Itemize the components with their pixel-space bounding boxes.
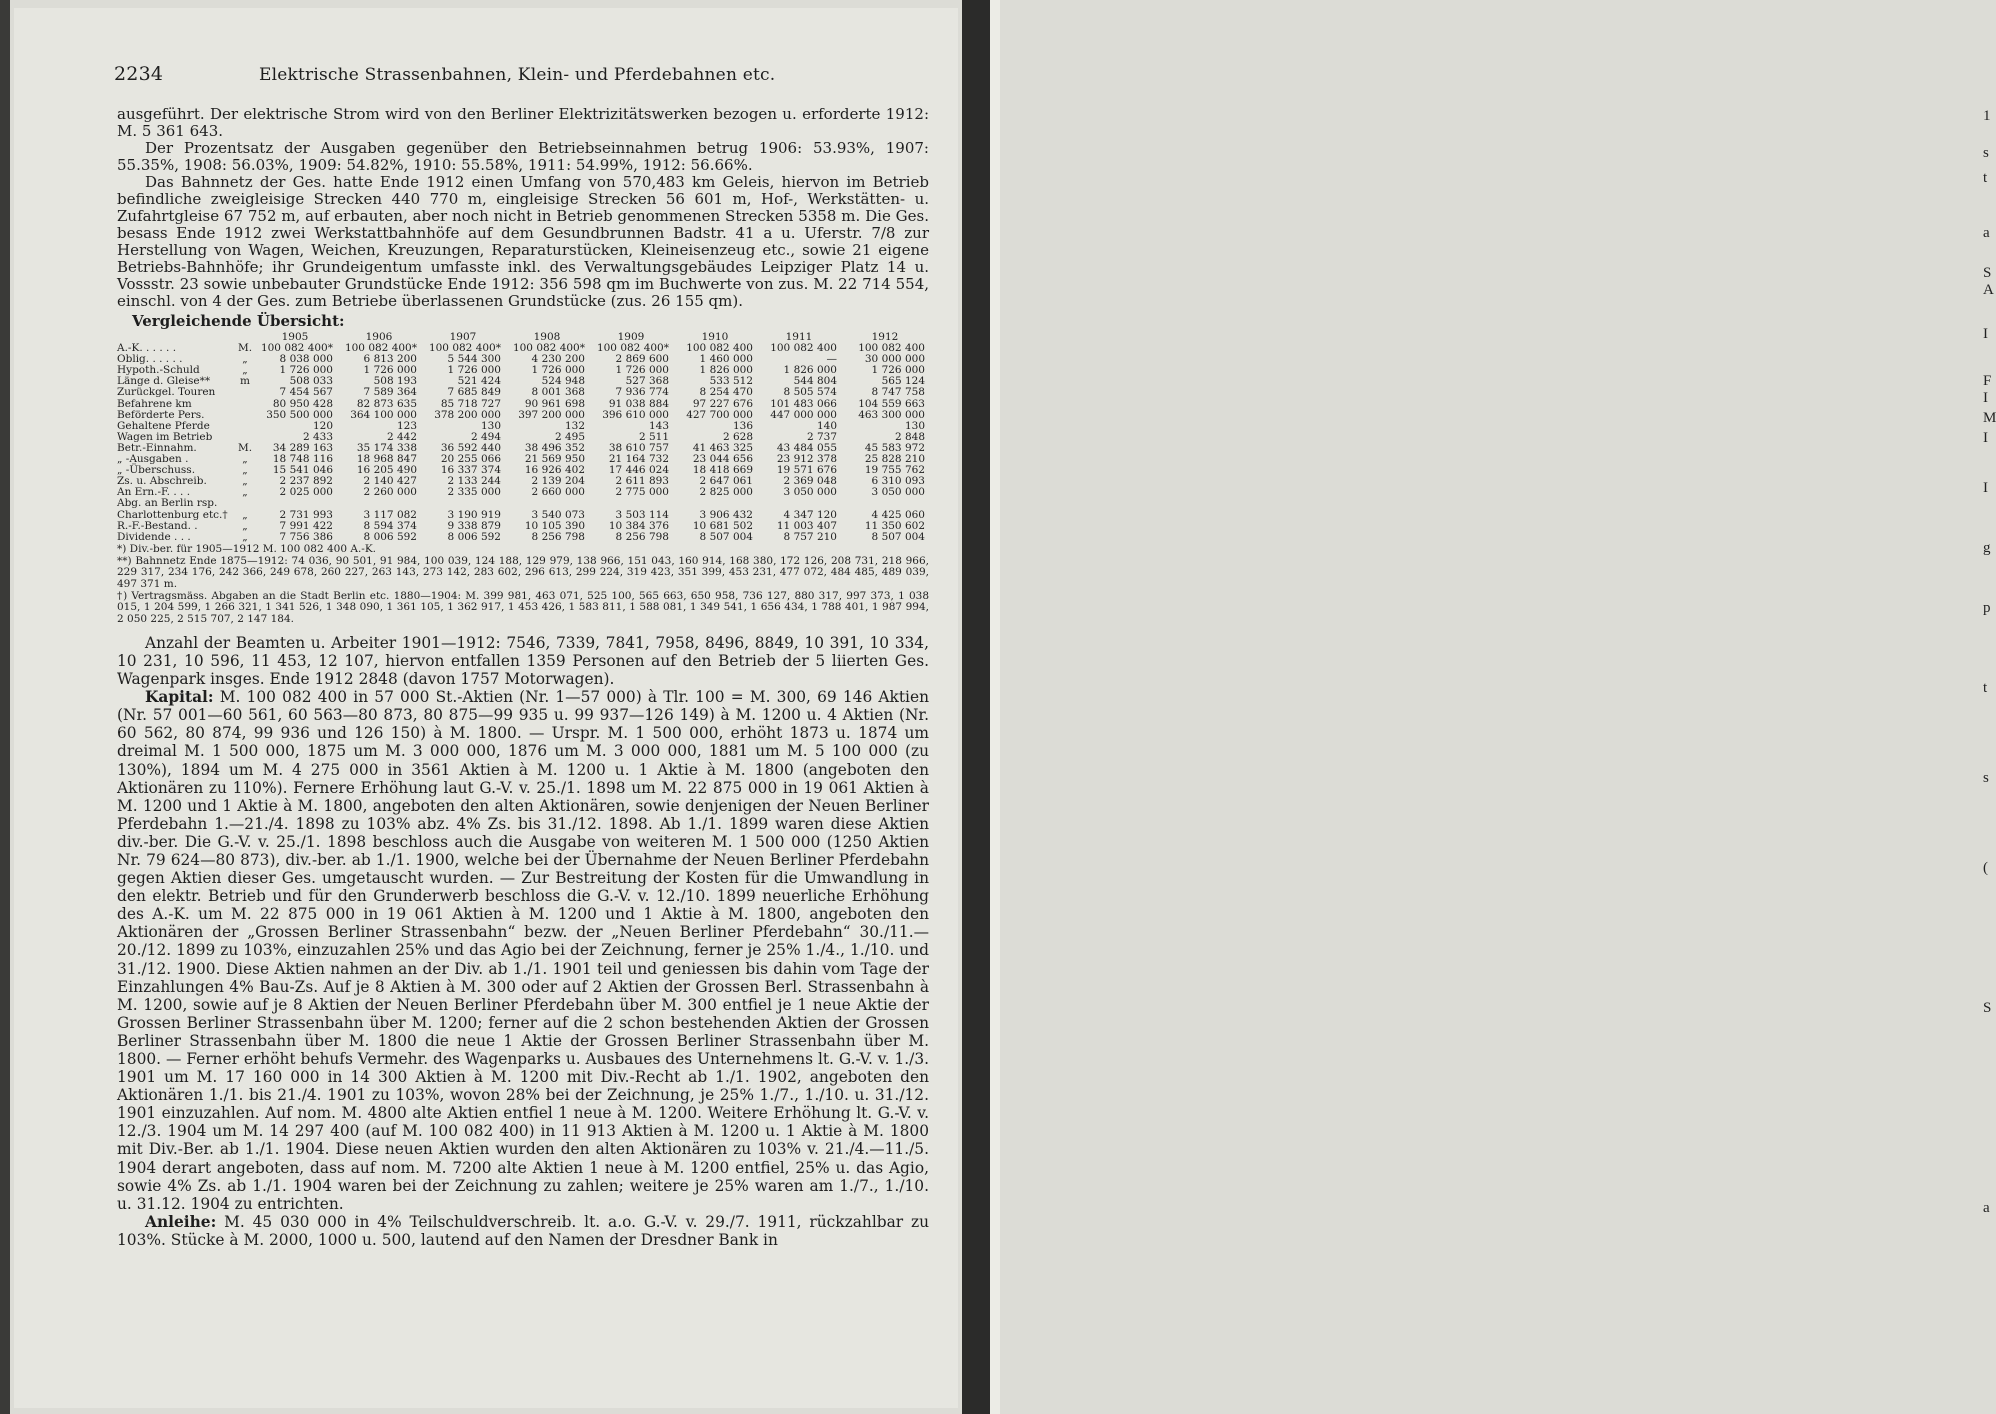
row-label: R.-F.-Bestand. . xyxy=(117,519,198,532)
table-cell xyxy=(589,498,673,509)
intro-paragraph: Der Prozentsatz der Ausgaben gegenüber den Betriebseinnahmen betrug 1906: 53.93%, 1907: 55.35%, 1908: 56.03%, 1909: 54.82%, 1910: 55.58%, 1911: 54.99%, 1912: 56.66%. xyxy=(117,139,929,174)
row-unit: „ xyxy=(242,519,248,532)
table-cell xyxy=(421,498,505,509)
table-cell: 100 082 400 xyxy=(686,342,753,355)
table-cell: 123 xyxy=(396,419,417,432)
table-cell: 2 775 000 xyxy=(615,486,669,499)
row-label: Befahrene km xyxy=(117,397,192,410)
table-row xyxy=(117,498,929,509)
table-cell: 10 681 502 xyxy=(692,519,753,532)
table-cell: 565 124 xyxy=(881,375,925,388)
row-unit xyxy=(237,498,253,509)
row-label: „ -Ausgaben . xyxy=(117,453,189,466)
table-cell: 34 289 163 xyxy=(272,441,333,454)
table-cell: 2 737 xyxy=(806,430,837,443)
table-cell: 350 500 000 xyxy=(266,408,333,421)
row-label: Gehaltene Pferde xyxy=(117,419,210,432)
table-cell: 9 338 879 xyxy=(447,519,501,532)
page-body xyxy=(117,106,929,1249)
table-cell: 10 384 376 xyxy=(608,519,669,532)
table-cell: 2 442 xyxy=(386,430,417,443)
table-cell: — xyxy=(826,353,837,366)
table-cell: 463 300 000 xyxy=(858,408,925,421)
row-unit: „ xyxy=(242,508,248,521)
table-cell: 16 337 374 xyxy=(440,464,501,477)
table-cell: 132 xyxy=(564,419,585,432)
table-cell: 8 038 000 xyxy=(279,353,333,366)
table-cell: 2 611 893 xyxy=(615,475,669,488)
table-cell: 25 828 210 xyxy=(864,453,925,466)
running-header xyxy=(14,63,958,93)
table-cell: 136 xyxy=(732,419,753,432)
year-header: 1906 xyxy=(365,331,393,343)
table-cell: 1 726 000 xyxy=(871,364,925,377)
table-cell: 5 544 300 xyxy=(447,353,501,366)
table-cell: 6 813 200 xyxy=(363,353,417,366)
table-cell: 527 368 xyxy=(625,375,669,388)
document-page xyxy=(14,8,958,1408)
table-cell: 508 033 xyxy=(289,375,333,388)
table-cell: 7 991 422 xyxy=(279,519,333,532)
table-cell: 18 418 669 xyxy=(692,464,753,477)
table-cell: 100 082 400* xyxy=(428,342,501,355)
table-cell: 43 484 055 xyxy=(776,441,837,454)
table-cell: 447 000 000 xyxy=(770,408,837,421)
row-label: Betr.-Einnahm. xyxy=(117,441,197,454)
table-cell: 8 757 210 xyxy=(783,530,837,543)
table-cell: 2 433 xyxy=(302,430,333,443)
table-cell: 3 190 919 xyxy=(447,508,501,521)
table-row xyxy=(117,343,929,354)
row-unit: „ xyxy=(242,453,248,466)
table-cell: 19 755 762 xyxy=(864,464,925,477)
table-cell: 38 496 352 xyxy=(524,441,585,454)
table-cell: 36 592 440 xyxy=(440,441,501,454)
table-cell: 100 082 400* xyxy=(596,342,669,355)
strip-char: I xyxy=(1983,326,1988,342)
strip-char: t xyxy=(1983,680,1988,696)
row-unit: M. xyxy=(237,441,253,454)
table-cell: 80 950 428 xyxy=(272,397,333,410)
strip-char: 1 xyxy=(1983,108,1991,124)
row-unit: „ xyxy=(242,475,248,488)
table-cell xyxy=(841,498,929,509)
table-cell: 97 227 676 xyxy=(692,397,753,410)
table-cell: 2 848 xyxy=(894,430,925,443)
table-cell xyxy=(253,498,337,509)
table-row xyxy=(117,387,929,398)
footnote: **) Bahnnetz Ende 1875—1912: 74 036, 90 501, 91 984, 100 039, 124 188, 129 979, 138 966, 151 043, 160 914, 168 380, 172 126, 208 731, 218 966, 229 317, 234 176, 242 366, 249 678, 260 227, 263 143, 273 142, 283 602, 296 613, 299 224, 319 423, 351 399, 453 231, 477 072, 484 485, 489 039, 497 371 m. xyxy=(117,555,929,590)
anleihe-text: M. 45 030 000 in 4% Teilschuldverschreib. lt. a.o. G.-V. v. 29./7. 1911, rückzahlbar zu 103%. Stücke à M. 2000, 1000 u. 500, lautend auf den Namen der Dresdner Bank in xyxy=(117,1212,929,1249)
strip-char: a xyxy=(1983,1200,1990,1216)
table-cell: 1 726 000 xyxy=(615,364,669,377)
row-unit: M. xyxy=(237,342,253,355)
anleihe-label: Anleihe: xyxy=(145,1212,217,1231)
row-label: Zs. u. Abschreib. xyxy=(117,475,207,488)
table-cell: 143 xyxy=(648,419,669,432)
table-cell: 130 xyxy=(904,419,925,432)
row-unit: „ xyxy=(242,364,248,377)
strip-char: S xyxy=(1983,265,1992,281)
table-cell: 2 660 000 xyxy=(531,486,585,499)
year-header: 1908 xyxy=(533,331,561,343)
row-unit: „ xyxy=(242,530,248,543)
year-header: 1912 xyxy=(871,331,899,343)
table-cell: 427 700 000 xyxy=(686,408,753,421)
table-cell: 8 256 798 xyxy=(531,530,585,543)
table-cell: 2 869 600 xyxy=(615,353,669,366)
table-cell: 2 511 xyxy=(638,430,669,443)
table-cell: 11 003 407 xyxy=(776,519,837,532)
strip-char: s xyxy=(1983,770,1989,786)
table-cell: 3 906 432 xyxy=(699,508,753,521)
kapital-text: M. 100 082 400 in 57 000 St.-Aktien (Nr. 1—57 000) à Tlr. 100 = M. 300, 69 146 Aktien (Nr. 57 001—60 561, 60 563—80 873, 80 875—99 935 u. 99 937—126 149) à M. 1200 u. 4 Aktien (Nr. 60 562, 80 874, 99 936 und 126 150) à M. 1800. — Urspr. M. 1 500 000, erhöht 1873 u. 1874 um dreimal M. 1 500 000, 1875 um M. 3 000 000, 1876 um M. 3 000 000, 1881 um M. 5 100 000 (zu 130%), 1894 um M. 4 275 000 in 3561 Aktien à M. 1200 u. 1 Aktie à M. 1800 (angeboten den Aktionären zu 110%). Fernere Erhöhung laut G.-V. v. 25./1. 1898 um M. 22 875 000 in 19 061 Aktien à M. 1200 und 1 Aktie à M. 1800, angeboten den alten Aktionären, sowie denjenigen der Neuen Berliner Pferdebahn 1.—21./4. 1898 zu 103% abz. 4% Zs. bis 31./12. 1898. Ab 1./1. 1899 waren diese Aktien div.-ber. Die G.-V. v. 25./1. 1898 beschloss auch die Ausgabe von weiteren M. 1 500 000 (1250 Aktien Nr. 79 624—80 873), div.-ber. ab 1./1. 1900, welche bei der Übernahme der Neuen Berliner Pferdebahn gegen Aktien dieser Ges. umgetauscht wurden. — Zur Bestreitung der Kosten für die Umwandlung in den elektr. Betrieb und für den Grunderwerb beschloss die G.-V. v. 12./10. 1899 neuerliche Erhöhung des A.-K. um M. 22 875 000 in 19 061 Aktien à M. 1200 und 1 Aktie à M. 1800, angeboten den Aktionären der „Grossen Berliner Strassenbahn“ bezw. der „Neuen Berliner Pferdebahn“ 30./11.—20./12. 1899 zu 103%, einzuzahlen 25% und das Agio bei der Zeichnung, ferner je 25% 1./4., 1./10. und 31./12. 1900. Diese Aktien nahmen an der Div. ab 1./1. 1901 teil und geniessen bis dahin vom Tage der Einzahlungen 4% Bau-Zs. Auf je 8 Aktien à M. 300 oder auf 2 Aktien der Grossen Berl. Strassenbahn à M. 1200, sowie auf je 8 Aktien der Neuen Berliner Pferdebahn über M. 300 entfiel je 1 neue Aktie der Grossen Berliner Strassenbahn über M. 1200; ferner auf die 2 schon bestehenden Aktien der Grossen Berliner Strassenbahn über M. 1800 die neue 1 Aktie der Grossen Berliner Strassenbahn über M. 1800. — Ferner erhöht behufs Vermehr. des Wagenparks u. Ausbaues des Unternehmens lt. G.-V. v. 1./3. 1901 um M. 17 160 000 in 14 300 Aktien à M. 1200 mit Div.-Recht ab 1./1. 1902, angeboten den Aktionären 1./1. bis 21./4. 1901 zu 103%, wovon 28% bei der Zeichnung, je 25% 1./7., 1./10. u. 31./12. 1901 einzuzahlen. Auf nom. M. 4800 alte Aktien entfiel 1 neue à M. 1200. Weitere Erhöhung lt. G.-V. v. 12./3. 1904 um M. 14 297 400 (auf M. 100 082 400) in 11 913 Aktien à M. 1200 u. 1 Aktie à M. 1800 mit Div.-Ber. ab 1./1. 1904. Diese neuen Aktien wurden den alten Aktionären zu 103% v. 21./4.—11./5. 1904 derart angeboten, dass auf nom. M. 7200 alte Aktien 1 neue à M. 1200 entfiel, 25% u. das Agio, sowie 4% Zs. ab 1./1. 1904 waren bei der Zeichnung zu zahlen; weitere je 25% waren am 1./7., 1./10. u. 31.12. 1904 zu entrichten. xyxy=(117,688,929,1213)
table-cell: 90 961 698 xyxy=(524,397,585,410)
table-cell: 19 571 676 xyxy=(776,464,837,477)
row-label: Wagen im Betrieb xyxy=(117,430,213,443)
table-cell: 100 082 400* xyxy=(260,342,333,355)
row-label: Beförderte Pers. xyxy=(117,408,205,421)
table-cell: 7 589 364 xyxy=(363,386,417,399)
row-unit: „ xyxy=(242,486,248,499)
row-unit xyxy=(237,410,253,421)
strip-char: S xyxy=(1983,1000,1992,1016)
employees-paragraph: Anzahl der Beamten u. Arbeiter 1901—1912: 7546, 7339, 7841, 7958, 8496, 8849, 10 391, 10 334, 10 231, 10 596, 11 453, 12 107, hiervon entfallen 1359 Personen auf den Betrieb der 5 liierten Ges. Wagenpark insges. Ende 1912 2848 (davon 1757 Motorwagen). xyxy=(117,633,929,689)
table-row xyxy=(117,532,929,543)
row-label: Zurückgel. Touren xyxy=(117,386,216,399)
table-cell: 140 xyxy=(816,419,837,432)
year-header: 1907 xyxy=(449,331,477,343)
table-cell: 8 747 758 xyxy=(871,386,925,399)
strip-char: s xyxy=(1983,145,1989,161)
table-cell: 7 454 567 xyxy=(279,386,333,399)
table-cell: 2 237 892 xyxy=(279,475,333,488)
table-cell: 1 726 000 xyxy=(279,364,333,377)
table-cell: 8 006 592 xyxy=(363,530,417,543)
table-cell: 17 446 024 xyxy=(608,464,669,477)
row-unit: „ xyxy=(242,353,248,366)
table-cell: 15 541 046 xyxy=(272,464,333,477)
row-unit: „ xyxy=(242,464,248,477)
table-row xyxy=(117,399,929,410)
year-header: 1909 xyxy=(617,331,645,343)
table-cell: 3 117 082 xyxy=(363,508,417,521)
table-row xyxy=(117,487,929,498)
table-cell: 2 025 000 xyxy=(279,486,333,499)
table-cell: 23 044 656 xyxy=(692,453,753,466)
table-cell: 82 873 635 xyxy=(356,397,417,410)
row-label: „ -Überschuss. xyxy=(117,464,196,477)
table-cell: 396 610 000 xyxy=(602,408,669,421)
table-cell: 104 559 663 xyxy=(858,397,925,410)
table-cell: 1 460 000 xyxy=(699,353,753,366)
table-cell xyxy=(337,498,421,509)
table-cell: 533 512 xyxy=(709,375,753,388)
kapital-section xyxy=(117,688,929,1213)
table-cell: 2 731 993 xyxy=(279,508,333,521)
table-cell: 2 140 427 xyxy=(363,475,417,488)
table-cell: 3 050 000 xyxy=(871,486,925,499)
kapital-label: Kapital: xyxy=(145,688,214,707)
intro-paragraph: ausgeführt. Der elektrische Strom wird von den Berliner Elektrizitätswerken bezogen u. erforderte 1912: M. 5 361 643. xyxy=(117,105,929,140)
table-cell: 8 505 574 xyxy=(783,386,837,399)
row-label: A.-K. . . . . . xyxy=(117,342,177,355)
table-cell: 23 912 378 xyxy=(776,453,837,466)
table-cell: 2 369 048 xyxy=(783,475,837,488)
table-cell: 364 100 000 xyxy=(350,408,417,421)
row-label: Länge d. Gleise** xyxy=(117,375,211,388)
strip-char: a xyxy=(1983,225,1990,241)
row-label: Hypoth.-Schuld xyxy=(117,364,200,377)
table-cell: 38 610 757 xyxy=(608,441,669,454)
table-cell: 8 256 798 xyxy=(615,530,669,543)
table-cell xyxy=(757,498,841,509)
table-cell: 2 139 204 xyxy=(531,475,585,488)
table-cell xyxy=(673,498,757,509)
table-cell: 11 350 602 xyxy=(864,519,925,532)
table-cell: 35 174 338 xyxy=(356,441,417,454)
table-heading: Vergleichende Übersicht: xyxy=(132,312,345,330)
table-cell: 41 463 325 xyxy=(692,441,753,454)
strip-char: I xyxy=(1983,390,1988,406)
footnote: †) Vertragsmäss. Abgaben an die Stadt Berlin etc. 1880—1904: M. 399 981, 463 071, 525 100, 565 663, 650 958, 736 127, 880 317, 997 373, 1 038 015, 1 204 599, 1 266 321, 1 341 526, 1 348 090, 1 361 105, 1 362 917, 1 453 426, 1 583 811, 1 588 081, 1 349 541, 1 656 434, 1 788 401, 1 987 994, 2 050 225, 2 515 707, 2 147 184. xyxy=(117,589,929,625)
table-cell: 3 050 000 xyxy=(783,486,837,499)
table-cell: 508 193 xyxy=(373,375,417,388)
table-cell: 21 569 950 xyxy=(524,453,585,466)
table-cell: 100 082 400* xyxy=(344,342,417,355)
strip-char: g xyxy=(1983,540,1991,556)
table-cell: 101 483 066 xyxy=(770,397,837,410)
strip-char: M xyxy=(1983,410,1996,426)
table-cell: 397 200 000 xyxy=(518,408,585,421)
table-cell: 1 826 000 xyxy=(699,364,753,377)
table-cell: 30 000 000 xyxy=(864,353,925,366)
table-cell: 1 726 000 xyxy=(363,364,417,377)
strip-char: p xyxy=(1983,600,1991,616)
table-cell: 2 495 xyxy=(554,430,585,443)
table-cell: 4 230 200 xyxy=(531,353,585,366)
scan-left-edge xyxy=(0,0,10,1414)
table-cell: 8 001 368 xyxy=(531,386,585,399)
table-cell: 6 310 093 xyxy=(871,475,925,488)
intro-paragraph: Das Bahnnetz der Ges. hatte Ende 1912 einen Umfang von 570,483 km Geleis, hiervon im Betrieb befindliche zweigleisige Strecken 440 770 m, eingleisige Strecken 56 601 m, Hof-, Werkstätten- u. Zufahrtgleise 67 752 m, auf erbauten, aber noch nicht in Betrieb genommenen Strecken 5358 m. Die Ges. besass Ende 1912 zwei Werkstattbahnhöfe auf dem Gesundbrunnen Badstr. 41 a u. Uferstr. 7/8 zur Herstellung von Wagen, Weichen, Kreuzungen, Reparaturstücken, Kleineisenzeug etc., sowie 21 eigene Betriebs-Bahnhöfe; ihr Grundeigentum umfasste inkl. des Verwaltungsgebäudes Leipziger Platz 14 u. Vossstr. 23 sowie unbebauter Grundstücke Ende 1912: 356 598 qm im Buchwerte von zus. M. 22 714 554, einschl. von 4 der Ges. zum Betriebe überlassenen Grundstücke (zus. 26 155 qm). xyxy=(117,173,929,310)
row-label: Dividende . . . xyxy=(117,530,191,543)
table-cell: 16 926 402 xyxy=(524,464,585,477)
table-cell: 2 628 xyxy=(722,430,753,443)
adjacent-page-strip xyxy=(990,0,1996,1414)
year-header: 1911 xyxy=(785,331,813,343)
table-cell: 8 006 592 xyxy=(447,530,501,543)
table-cell: 45 583 972 xyxy=(864,441,925,454)
table-cell: 100 082 400 xyxy=(858,342,925,355)
year-header: 1905 xyxy=(281,331,309,343)
table-cell: 18 968 847 xyxy=(356,453,417,466)
table-cell: 8 507 004 xyxy=(871,530,925,543)
row-label: Abg. an Berlin rsp. xyxy=(117,497,218,510)
strip-char: A xyxy=(1983,282,1994,298)
table-cell: 2 260 000 xyxy=(363,486,417,499)
table-cell: 378 200 000 xyxy=(434,408,501,421)
table-cell: 524 948 xyxy=(541,375,585,388)
table-cell: 100 082 400* xyxy=(512,342,585,355)
table-cell: 2 825 000 xyxy=(699,486,753,499)
table-cell: 3 503 114 xyxy=(615,508,669,521)
strip-char: I xyxy=(1983,430,1988,446)
table-cell: 1 826 000 xyxy=(783,364,837,377)
table-cell: 120 xyxy=(312,419,333,432)
strip-char: I xyxy=(1983,480,1988,496)
table-cell: 2 335 000 xyxy=(447,486,501,499)
table-cell: 2 647 061 xyxy=(699,475,753,488)
table-cell xyxy=(505,498,589,509)
table-cell: 7 936 774 xyxy=(615,386,669,399)
table-cell: 8 594 374 xyxy=(363,519,417,532)
anleihe-section xyxy=(117,1213,929,1249)
table-row xyxy=(117,410,929,421)
table-cell: 16 205 490 xyxy=(356,464,417,477)
table-cell: 8 254 470 xyxy=(699,386,753,399)
table-cell: 521 424 xyxy=(457,375,501,388)
table-cell: 2 133 244 xyxy=(447,475,501,488)
table-cell: 7 756 386 xyxy=(279,530,333,543)
table-cell: 2 494 xyxy=(470,430,501,443)
strip-char: F xyxy=(1983,373,1992,389)
table-cell: 100 082 400 xyxy=(770,342,837,355)
table-cell: 4 347 120 xyxy=(783,508,837,521)
page-number: 2234 xyxy=(114,63,164,85)
table-cell: 3 540 073 xyxy=(531,508,585,521)
year-header: 1910 xyxy=(701,331,729,343)
table-cell: 1 726 000 xyxy=(531,364,585,377)
comparison-table xyxy=(117,332,929,543)
row-label: Oblig. . . . . . xyxy=(117,353,183,366)
strip-char: ( xyxy=(1983,860,1988,876)
table-cell: 544 804 xyxy=(793,375,837,388)
table-cell: 8 507 004 xyxy=(699,530,753,543)
row-label: An Ern.-F. . . . xyxy=(117,486,191,499)
row-unit: m xyxy=(240,375,250,388)
table-cell: 7 685 849 xyxy=(447,386,501,399)
row-unit xyxy=(237,387,253,398)
table-row xyxy=(117,510,929,521)
table-cell: 18 748 116 xyxy=(272,453,333,466)
running-title: Elektrische Strassenbahnen, Klein- und Pferdebahnen etc. xyxy=(259,65,776,85)
table-cell: 20 255 066 xyxy=(440,453,501,466)
table-cell: 1 726 000 xyxy=(447,364,501,377)
table-cell: 21 164 732 xyxy=(608,453,669,466)
table-cell: 4 425 060 xyxy=(871,508,925,521)
table-cell: 91 038 884 xyxy=(608,397,669,410)
table-cell: 130 xyxy=(480,419,501,432)
strip-char: t xyxy=(1983,170,1988,186)
row-label: Charlottenburg etc.† xyxy=(117,508,228,521)
row-unit xyxy=(237,399,253,410)
row-unit xyxy=(237,421,253,432)
table-cell: 10 105 390 xyxy=(524,519,585,532)
footnote: *) Div.-ber. für 1905—1912 M. 100 082 400 A.-K. xyxy=(117,542,377,555)
table-cell: 85 718 727 xyxy=(440,397,501,410)
